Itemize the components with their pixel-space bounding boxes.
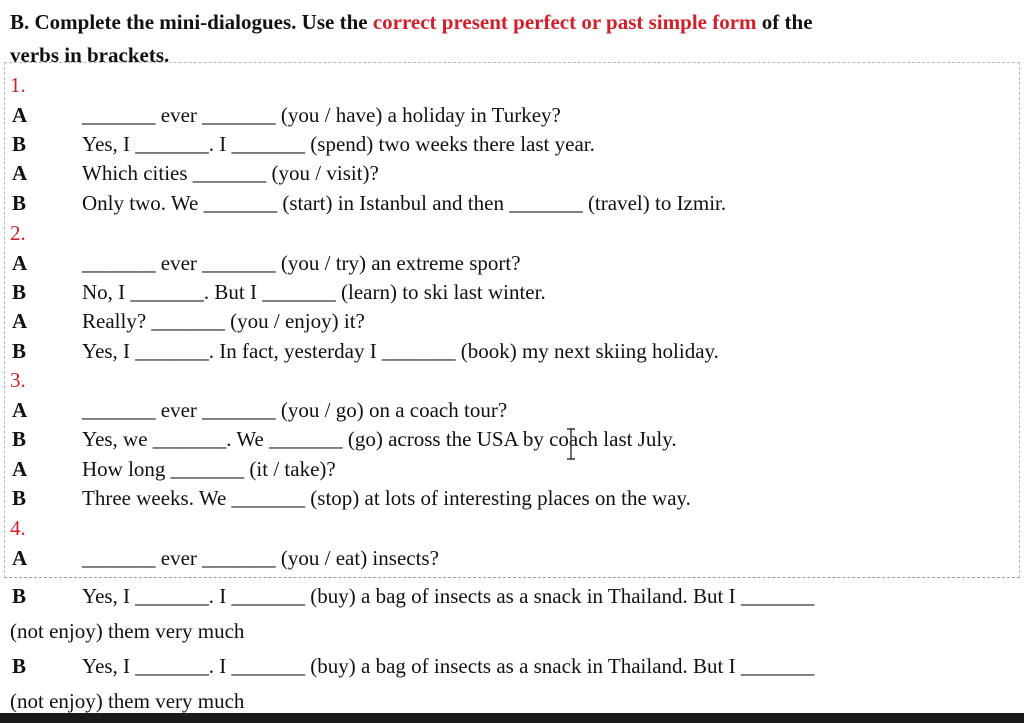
dialogue-continuation: (not enjoy) them very much <box>10 689 245 713</box>
dialogue-line: Really? _______ (you / enjoy) it? <box>82 309 365 333</box>
heading-part-1: B. Complete the mini-dialogues. Use the <box>10 10 373 34</box>
dialogue-line: Yes, we _______. We _______ (go) across the USA by coach last July. <box>82 427 677 451</box>
speaker-label: B <box>12 132 27 156</box>
speaker-label: A <box>12 161 28 185</box>
dialogue-line: Which cities _______ (you / visit)? <box>82 161 379 185</box>
dialogue-number-1: 1. <box>10 73 26 97</box>
dialogue-line: Yes, I _______. I _______ (buy) a bag of insects as a snack in Thailand. But I _______ <box>82 654 815 678</box>
dialogue-line: No, I _______. But I _______ (learn) to ski last winter. <box>82 280 546 304</box>
heading-line-1 <box>10 6 1010 39</box>
dialogue-line: _______ ever _______ (you / have) a holiday in Turkey? <box>82 103 561 127</box>
screen-bottom-bar <box>0 713 1024 723</box>
speaker-label: A <box>12 546 28 570</box>
dialogue-line: _______ ever _______ (you / try) an extreme sport? <box>82 251 521 275</box>
heading-highlight: correct present perfect or past simple form <box>372 10 757 34</box>
speaker-label: B <box>12 486 27 510</box>
heading-part-2: of the <box>756 10 813 34</box>
dialogue-continuation: (not enjoy) them very much <box>10 619 245 643</box>
dialogue-line: Yes, I _______. I _______ (spend) two weeks there last year. <box>82 132 595 156</box>
dialogue-number-3: 3. <box>10 368 26 392</box>
dialogue-line: Yes, I _______. In fact, yesterday I _______ (book) my next skiing holiday. <box>82 339 719 363</box>
speaker-label: B <box>12 339 27 363</box>
heading-line-2: verbs in brackets. <box>10 43 170 67</box>
text-cursor-icon <box>566 428 576 460</box>
dialogue-line: Three weeks. We _______ (stop) at lots of interesting places on the way. <box>82 486 691 510</box>
speaker-label: A <box>12 398 28 422</box>
speaker-label: B <box>12 584 27 608</box>
dialogue-number-2: 2. <box>10 221 26 245</box>
speaker-label: A <box>12 251 28 275</box>
speaker-label: A <box>12 457 28 481</box>
speaker-label: B <box>12 191 27 215</box>
speaker-label: B <box>12 280 27 304</box>
dialogue-line: _______ ever _______ (you / go) on a coach tour? <box>82 398 508 422</box>
dialogue-line: Only two. We _______ (start) in Istanbul and then _______ (travel) to Izmir. <box>82 191 727 215</box>
speaker-label: A <box>12 103 28 127</box>
dialogue-line: How long _______ (it / take)? <box>82 457 336 481</box>
speaker-label: A <box>12 309 28 333</box>
dialogue-line: Yes, I _______. I _______ (buy) a bag of insects as a snack in Thailand. But I _______ <box>82 584 815 608</box>
dialogue-line: _______ ever _______ (you / eat) insects? <box>82 546 439 570</box>
speaker-label: B <box>12 654 27 678</box>
dialogue-number-4: 4. <box>10 516 26 540</box>
speaker-label: B <box>12 427 27 451</box>
